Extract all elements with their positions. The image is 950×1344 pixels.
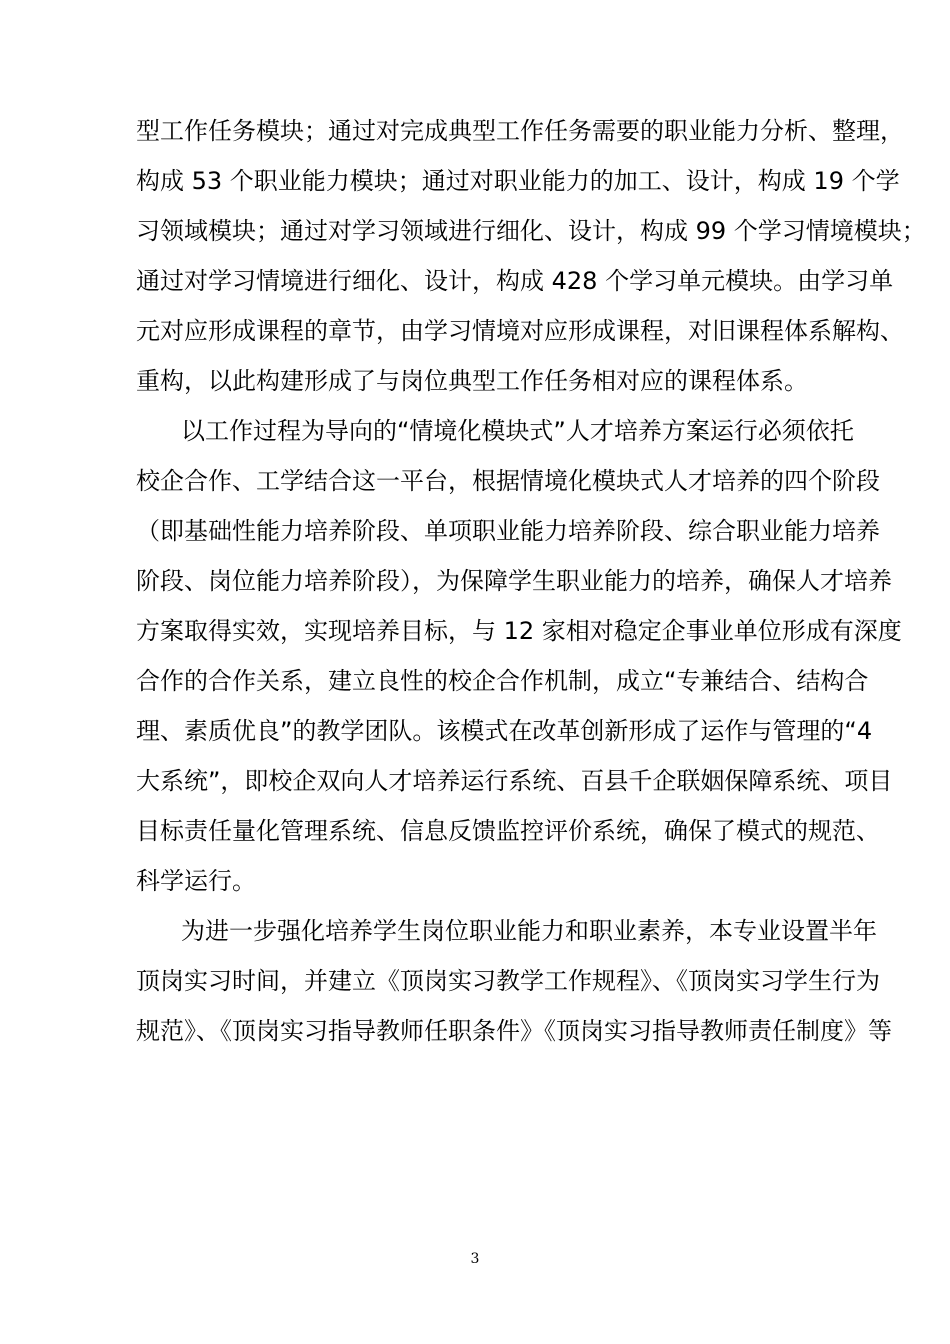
text-line: 合作的合作关系，建立良性的校企合作机制，成立“专兼结合、结构合 (136, 667, 869, 695)
paragraph-first-line: 为进一步强化培养学生岗位职业能力和职业素养，本专业设置半年 (181, 917, 877, 945)
text-line: 阶段、岗位能力培养阶段），为保障学生职业能力的培养，确保人才培养 (136, 567, 892, 595)
text-line: 规范》、《顶岗实习指导教师任职条件》《顶岗实习指导教师责任制度》等 (136, 1017, 892, 1045)
text-line: 校企合作、工学结合这一平台，根据情境化模块式人才培养的四个阶段 (136, 467, 880, 495)
text-line: 元对应形成课程的章节，由学习情境对应形成课程，对旧课程体系解构、 (136, 317, 904, 345)
text-line: 科学运行。 (136, 867, 256, 895)
text-line: 型工作任务模块；通过对完成典型工作任务需要的职业能力分析、整理， (136, 117, 904, 145)
text-line: 通过对学习情境进行细化、设计，构成 428 个学习单元模块。由学习单 (136, 267, 894, 295)
text-line: （即基础性能力培养阶段、单项职业能力培养阶段、综合职业能力培养 (136, 517, 880, 545)
text-line: 大系统”，即校企双向人才培养运行系统、百县千企联姻保障系统、项目 (136, 767, 893, 795)
text-line: 理、素质优良”的教学团队。该模式在改革创新形成了运作与管理的“4 (136, 717, 873, 745)
text-line: 方案取得实效，实现培养目标，与 12 家相对稳定企事业单位形成有深度 (136, 617, 902, 645)
text-line: 目标责任量化管理系统、信息反馈监控评价系统，确保了模式的规范、 (136, 817, 880, 845)
page-number: 3 (470, 1251, 480, 1267)
text-line: 重构，以此构建形成了与岗位典型工作任务相对应的课程体系。 (136, 367, 808, 395)
text-line: 顶岗实习时间，并建立《顶岗实习教学工作规程》、《顶岗实习学生行为 (136, 967, 880, 995)
paragraph-first-line: 以工作过程为导向的“情境化模块式”人才培养方案运行必须依托 (181, 417, 854, 445)
text-line: 构成 53 个职业能力模块；通过对职业能力的加工、设计，构成 19 个学 (136, 167, 900, 195)
text-line: 习领域模块；通过对学习领域进行细化、设计，构成 99 个学习情境模块； (136, 217, 926, 245)
